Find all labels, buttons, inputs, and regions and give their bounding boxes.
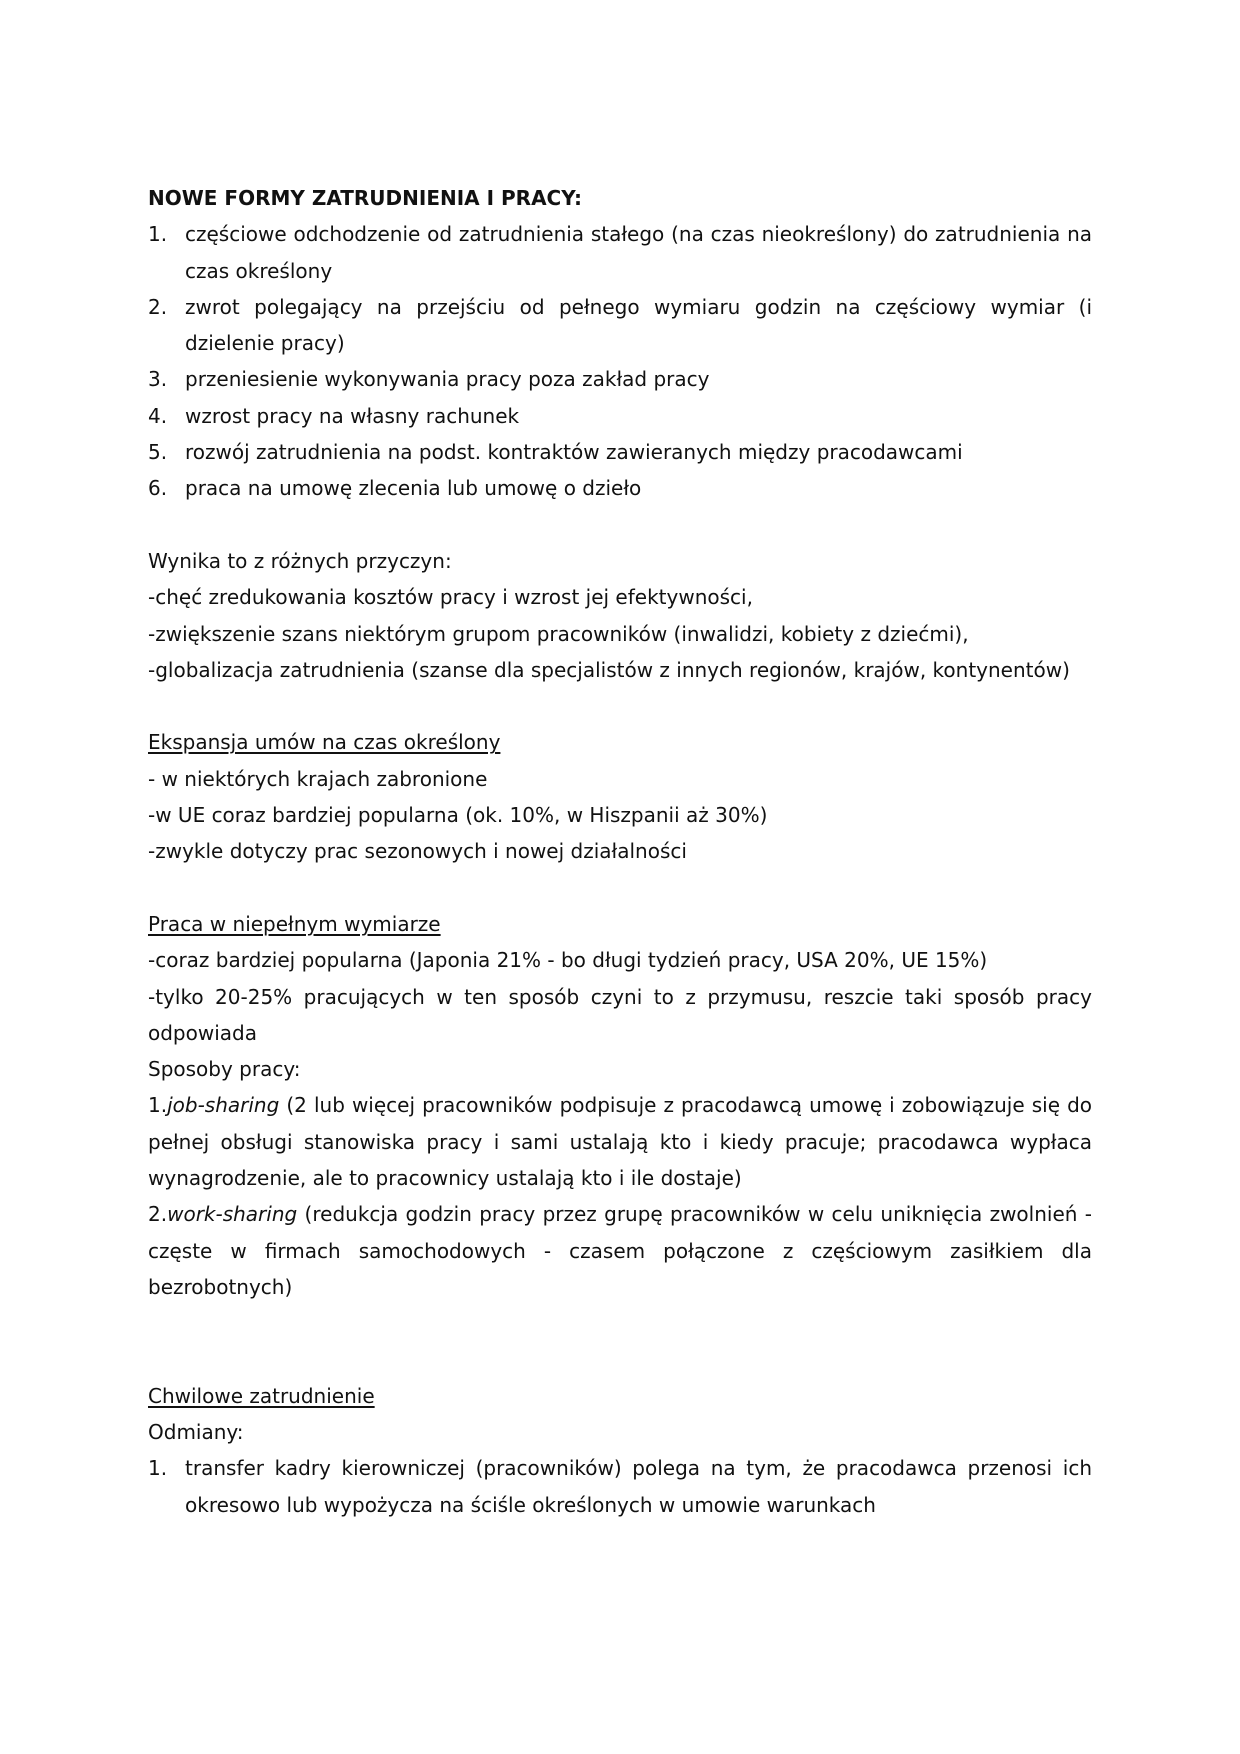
list-item <box>148 398 1092 434</box>
methods-label: Sposoby pracy: <box>148 1057 301 1082</box>
forms-list <box>148 216 1092 506</box>
list-number: 3. <box>148 367 168 392</box>
list-text: częściowe odchodzenie od zatrudnienia stałego (na czas nieokreślony) do zatrudnienia na czas określony <box>185 222 1092 283</box>
list-number: 1. <box>148 1456 168 1481</box>
list-text: rozwój zatrudnienia na podst. kontraktów zawieranych między pracodawcami <box>185 440 963 465</box>
temporary-list <box>148 1450 1092 1523</box>
list-number: 5. <box>148 440 168 465</box>
method-term: work-sharing <box>167 1202 298 1227</box>
list-item <box>148 434 1092 470</box>
part-time-item: -tylko 20-25% pracujących w ten sposób czyni to z przymusu, reszcie taki sposób pracy odpowiada <box>148 984 1092 1045</box>
spacer <box>148 507 1092 543</box>
spacer <box>148 688 1092 724</box>
document-title: NOWE FORMY ZATRUDNIENIA I PRACY: <box>148 186 582 210</box>
spacer <box>148 1305 1092 1378</box>
fixed-term-item: -w UE coraz bardziej popularna (ok. 10%, w Hiszpanii aż 30%) <box>148 803 768 828</box>
method-term: job-sharing <box>167 1093 280 1118</box>
method-number: 1. <box>148 1093 168 1118</box>
list-text: praca na umowę zlecenia lub umowę o dzieło <box>185 476 642 501</box>
method-job-sharing <box>148 1087 1092 1196</box>
reason-item: -chęć zredukowania kosztów pracy i wzrost jej efektywności, <box>148 585 753 610</box>
document-page <box>148 180 1092 1523</box>
method-number: 2. <box>148 1202 168 1227</box>
list-text: przeniesienie wykonywania pracy poza zakład pracy <box>185 367 710 392</box>
list-item <box>148 216 1092 289</box>
list-text: wzrost pracy na własny rachunek <box>185 403 520 428</box>
method-description: (redukcja godzin pracy przez grupę pracowników w celu uniknięcia zwolnień -częste w firmach samochodowych - czasem połączone z częściowym zasiłkiem dla bezrobotnych) <box>148 1202 1092 1299</box>
spacer <box>148 870 1092 906</box>
part-time-heading: Praca w niepełnym wymiarze <box>148 911 441 936</box>
reasons-intro: Wynika to z różnych przyczyn: <box>148 548 452 573</box>
reason-item: -globalizacja zatrudnienia (szanse dla specjalistów z innych regionów, krajów, kontynentów) <box>148 657 1070 682</box>
fixed-term-item: - w niektórych krajach zabronione <box>148 766 488 791</box>
list-item <box>148 361 1092 397</box>
fixed-term-heading: Ekspansja umów na czas określony <box>148 730 501 755</box>
part-time-item: -coraz bardziej popularna (Japonia 21% - bo długi tydzień pracy, USA 20%, UE 15%) <box>148 948 988 973</box>
list-number: 6. <box>148 476 168 501</box>
list-item <box>148 289 1092 362</box>
list-number: 1. <box>148 222 168 247</box>
fixed-term-item: -zwykle dotyczy prac sezonowych i nowej działalności <box>148 839 687 864</box>
list-text: zwrot polegający na przejściu od pełnego wymiaru godzin na częściowy wymiar (i dzielenie pracy) <box>185 294 1092 356</box>
method-description: (2 lub więcej pracowników podpisuje z pracodawcą umowę i zobowiązuje się do pełnej obsługi stanowiska pracy i sami ustalają kto i kiedy pracuje; pracodawca wypłaca wynagrodzenie, ale to pracownicy ustalają kto i ile dostaje) <box>148 1093 1092 1191</box>
list-number: 4. <box>148 403 168 428</box>
list-number: 2. <box>148 294 168 319</box>
temporary-heading: Chwilowe zatrudnienie <box>148 1383 375 1408</box>
reason-item: -zwiększenie szans niektórym grupom pracowników (inwalidzi, kobiety z dziećmi), <box>148 621 969 646</box>
list-item <box>148 1450 1092 1523</box>
method-work-sharing <box>148 1196 1092 1305</box>
temporary-label: Odmiany: <box>148 1420 244 1445</box>
list-text: transfer kadry kierowniczej (pracowników) polega na tym, że pracodawca przenosi ich okresowo lub wypożycza na ściśle określonych w umowie warunkach <box>185 1456 1092 1517</box>
list-item <box>148 470 1092 506</box>
